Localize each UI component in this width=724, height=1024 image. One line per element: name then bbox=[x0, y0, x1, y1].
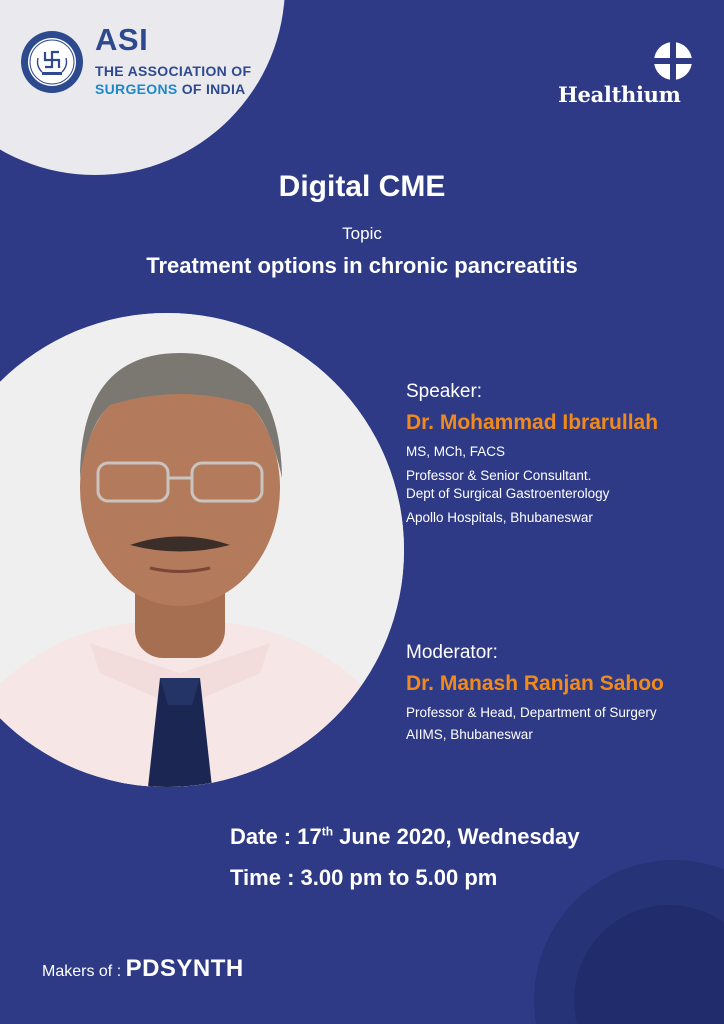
org-abbreviation: ASI bbox=[95, 22, 149, 57]
speaker-details bbox=[406, 443, 658, 527]
date-prefix: Date : 17 bbox=[230, 824, 322, 849]
speaker-position: Professor & Senior Consultant. bbox=[406, 468, 592, 483]
org-name-line1: THE ASSOCIATION OF bbox=[95, 63, 252, 79]
topic-title: Treatment options in chronic pancreatitis bbox=[146, 253, 578, 278]
event-time: Time : 3.00 pm to 5.00 pm bbox=[230, 865, 498, 890]
sponsor-logo-text: Healthium bbox=[558, 82, 681, 107]
moderator-info bbox=[406, 642, 664, 744]
speaker-department: Dept of Surgical Gastroenterology bbox=[406, 486, 610, 501]
moderator-position: Professor & Head, Department of Surgery bbox=[406, 705, 657, 720]
speaker-hospital: Apollo Hospitals, Bhubaneswar bbox=[406, 510, 593, 525]
org-name-highlight: SURGEONS bbox=[95, 81, 178, 97]
asi-seal-icon bbox=[20, 30, 84, 94]
event-title: Digital CME bbox=[278, 170, 446, 203]
moderator-label: Moderator: bbox=[406, 642, 498, 663]
speaker-credentials: MS, MCh, FACS bbox=[406, 444, 506, 459]
makers-brand: PDSYNTH bbox=[125, 955, 244, 982]
speaker-photo bbox=[0, 313, 404, 787]
moderator-institution: AIIMS, Bhubaneswar bbox=[406, 727, 533, 742]
event-date bbox=[230, 824, 580, 850]
org-name-line2 bbox=[95, 81, 246, 97]
makers-label: Makers of : bbox=[42, 963, 126, 980]
moderator-name: Dr. Manash Ranjan Sahoo bbox=[406, 672, 664, 695]
moderator-details bbox=[406, 704, 664, 744]
speaker-name: Dr. Mohammad Ibrarullah bbox=[406, 411, 659, 434]
healthium-cross-icon bbox=[653, 41, 693, 81]
speaker-portrait-image bbox=[0, 313, 404, 787]
topic-label: Topic bbox=[342, 224, 382, 243]
makers-footer bbox=[42, 955, 244, 983]
speaker-info bbox=[406, 381, 658, 527]
speaker-label: Speaker: bbox=[406, 381, 483, 402]
date-rest: June 2020, Wednesday bbox=[333, 824, 580, 849]
date-ordinal: th bbox=[321, 824, 334, 839]
org-name-rest: OF INDIA bbox=[177, 81, 246, 97]
